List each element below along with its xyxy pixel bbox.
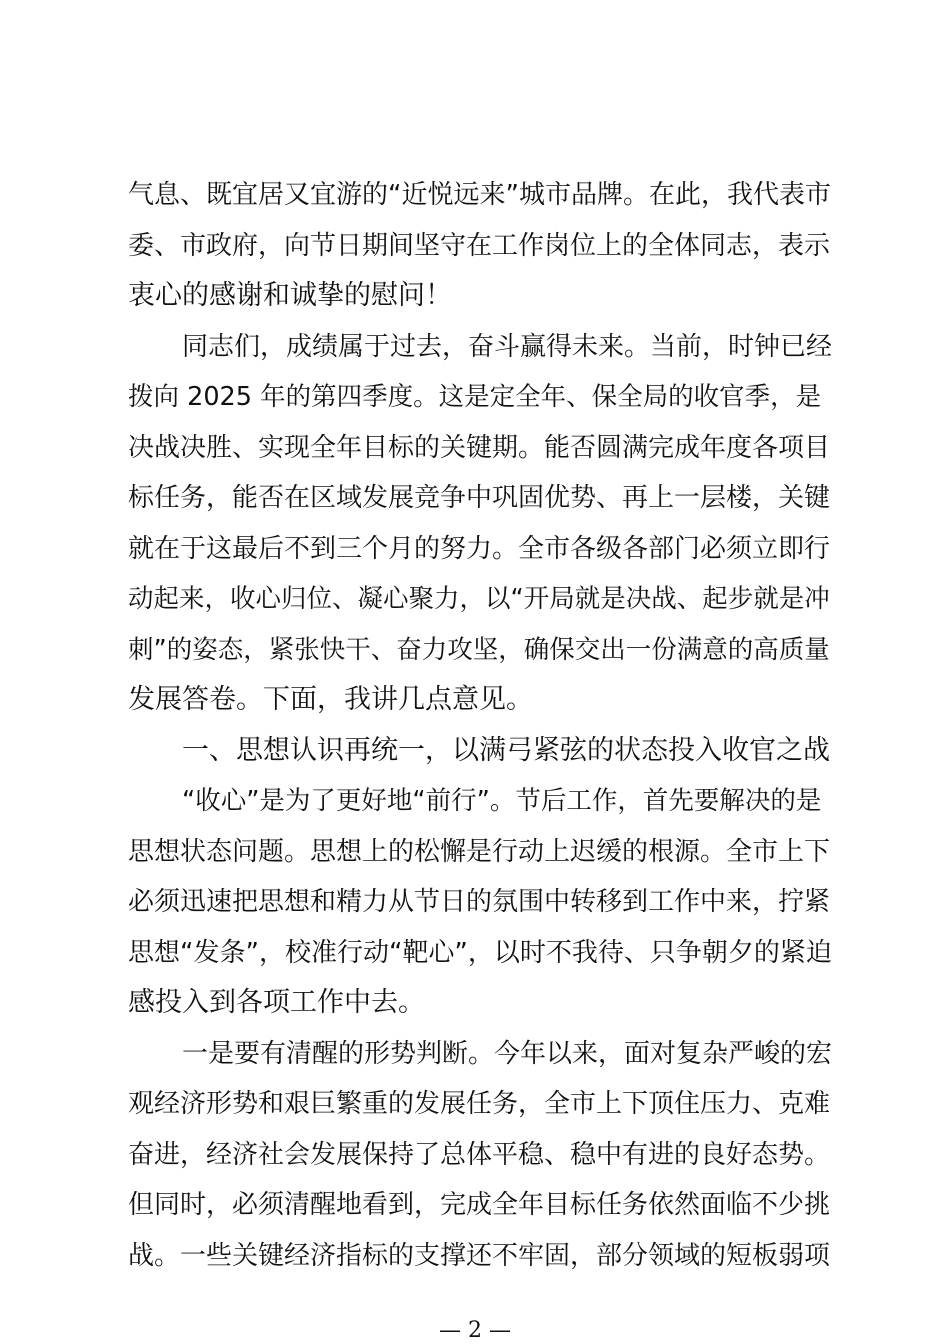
- text-line: “收心”是为了更好地“前行”。节后工作，首先要解决的是: [182, 786, 822, 816]
- text-line: 同志们，成绩属于过去，奋斗赢得未来。当前，时钟已经: [182, 331, 833, 362]
- text-line: 奋进，经济社会发展保持了总体平稳、稳中有进的良好态势。: [128, 1139, 831, 1170]
- text-line: 一是要有清醒的形势判断。今年以来，面对复杂严峻的宏: [182, 1038, 833, 1069]
- text-line: 拨向 2025 年的第四季度。这是定全年、保全局的收官季，是: [128, 382, 822, 412]
- text-line: 发展答卷。下面，我讲几点意见。: [128, 684, 533, 715]
- text-line: 观经济形势和艰巨繁重的发展任务，全市上下顶住压力、克难: [128, 1089, 831, 1119]
- text-line: 就在于这最后不到三个月的努力。全市各级各部门必须立即行: [128, 533, 831, 564]
- text-line: 标任务，能否在区域发展竞争中巩固优势、再上一层楼，关键: [128, 483, 831, 513]
- text-line: 决战决胜、实现全年目标的关键期。能否圆满完成年度各项目: [128, 432, 831, 463]
- text-line: 战。一些关键经济指标的支撑还不牢固，部分领域的短板弱项: [128, 1240, 831, 1271]
- text-line: 衷心的感谢和诚挚的慰问！: [128, 280, 452, 311]
- text-line: 但同时，必须清醒地看到，完成全年目标任务依然面临不少挑: [128, 1190, 831, 1220]
- text-line: 感投入到各项工作中去。: [128, 987, 425, 1018]
- text-line: 动起来，收心归位、凝心聚力，以“开局就是决战、起步就是冲: [128, 584, 830, 614]
- text-line: 一、思想认识再统一，以满弓紧弦的状态投入收官之战: [182, 734, 830, 766]
- text-line: 委、市政府，向节日期间坚守在工作岗位上的全体同志，表示: [128, 230, 831, 261]
- document-body: [128, 170, 832, 1281]
- text-line: 气息、既宜居又宜游的“近悦远来”城市品牌。在此，我代表市: [128, 180, 831, 210]
- text-line: 必须迅速把思想和精力从节日的氛围中转移到工作中来，拧紧: [128, 887, 831, 917]
- text-line: 思想状态问题。思想上的松懈是行动上迟缓的根源。全市上下: [128, 836, 831, 867]
- page-number: — 2 —: [439, 1318, 511, 1343]
- text-line: 刺”的姿态，紧张快干、奋力攻坚，确保交出一份满意的高质量: [128, 634, 830, 665]
- text-line: 思想“发条”，校准行动“靶心”，以时不我待、只争朝夕的紧迫: [128, 937, 832, 968]
